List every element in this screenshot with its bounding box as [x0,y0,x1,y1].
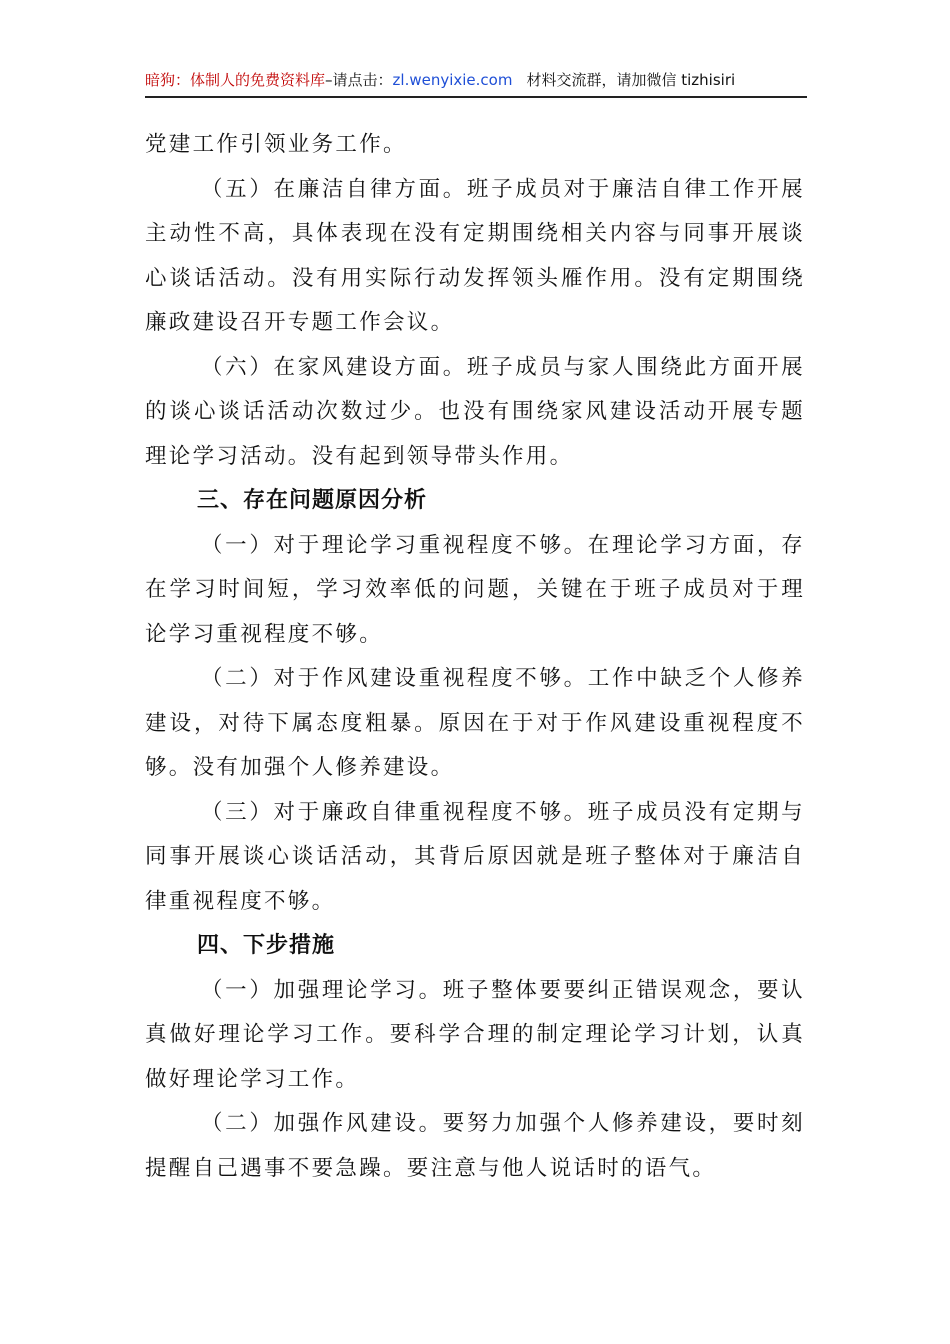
paragraph: （二）加强作风建设。要努力加强个人修养建设，要时刻提醒自己遇事不要急躁。要注意与他人说话时的语气。 [145,1111,805,1181]
click-prompt: –请点击： [325,71,393,89]
page-header [145,66,807,98]
site-url-link[interactable]: zl.wenyixie.com [392,71,513,89]
site-name: 暗狗：体制人的免费资料库 [145,71,326,89]
section-heading: 三、存在问题原因分析 [197,488,428,513]
paragraph: （三）对于廉政自律重视程度不够。班子成员没有定期与同事开展谈心谈话活动，其背后原因就是班子整体对于廉洁自律重视程度不够。 [145,799,805,914]
document-body [145,123,805,1191]
paragraph: （一）加强理论学习。班子整体要要纠正错误观念，要认真做好理论学习工作。要科学合理的制定理论学习计划，认真做好理论学习工作。 [145,977,805,1092]
paragraph: （一）对于理论学习重视程度不够。在理论学习方面，存在学习时间短，学习效率低的问题，关键在于班子成员对于理论学习重视程度不够。 [145,532,805,647]
paragraph: 党建工作引领业务工作。 [145,132,407,157]
paragraph: （六）在家风建设方面。班子成员与家人围绕此方面开展的谈心谈话活动次数过少。也没有围绕家风建设活动开展专题理论学习活动。没有起到领导带头作用。 [145,354,805,469]
section-heading: 四、下步措施 [197,933,336,958]
group-note: 材料交流群，请加微信 tizhisiri [526,71,736,89]
paragraph: （二）对于作风建设重视程度不够。工作中缺乏个人修养建设，对待下属态度粗暴。原因在于对于作风建设重视程度不够。没有加强个人修养建设。 [145,666,805,780]
paragraph: （五）在廉洁自律方面。班子成员对于廉洁自律工作开展主动性不高，具体表现在没有定期围绕相关内容与同事开展谈心谈话活动。没有用实际行动发挥领头雁作用。没有定期围绕廉政建设召开专题工作会议。 [145,176,805,335]
